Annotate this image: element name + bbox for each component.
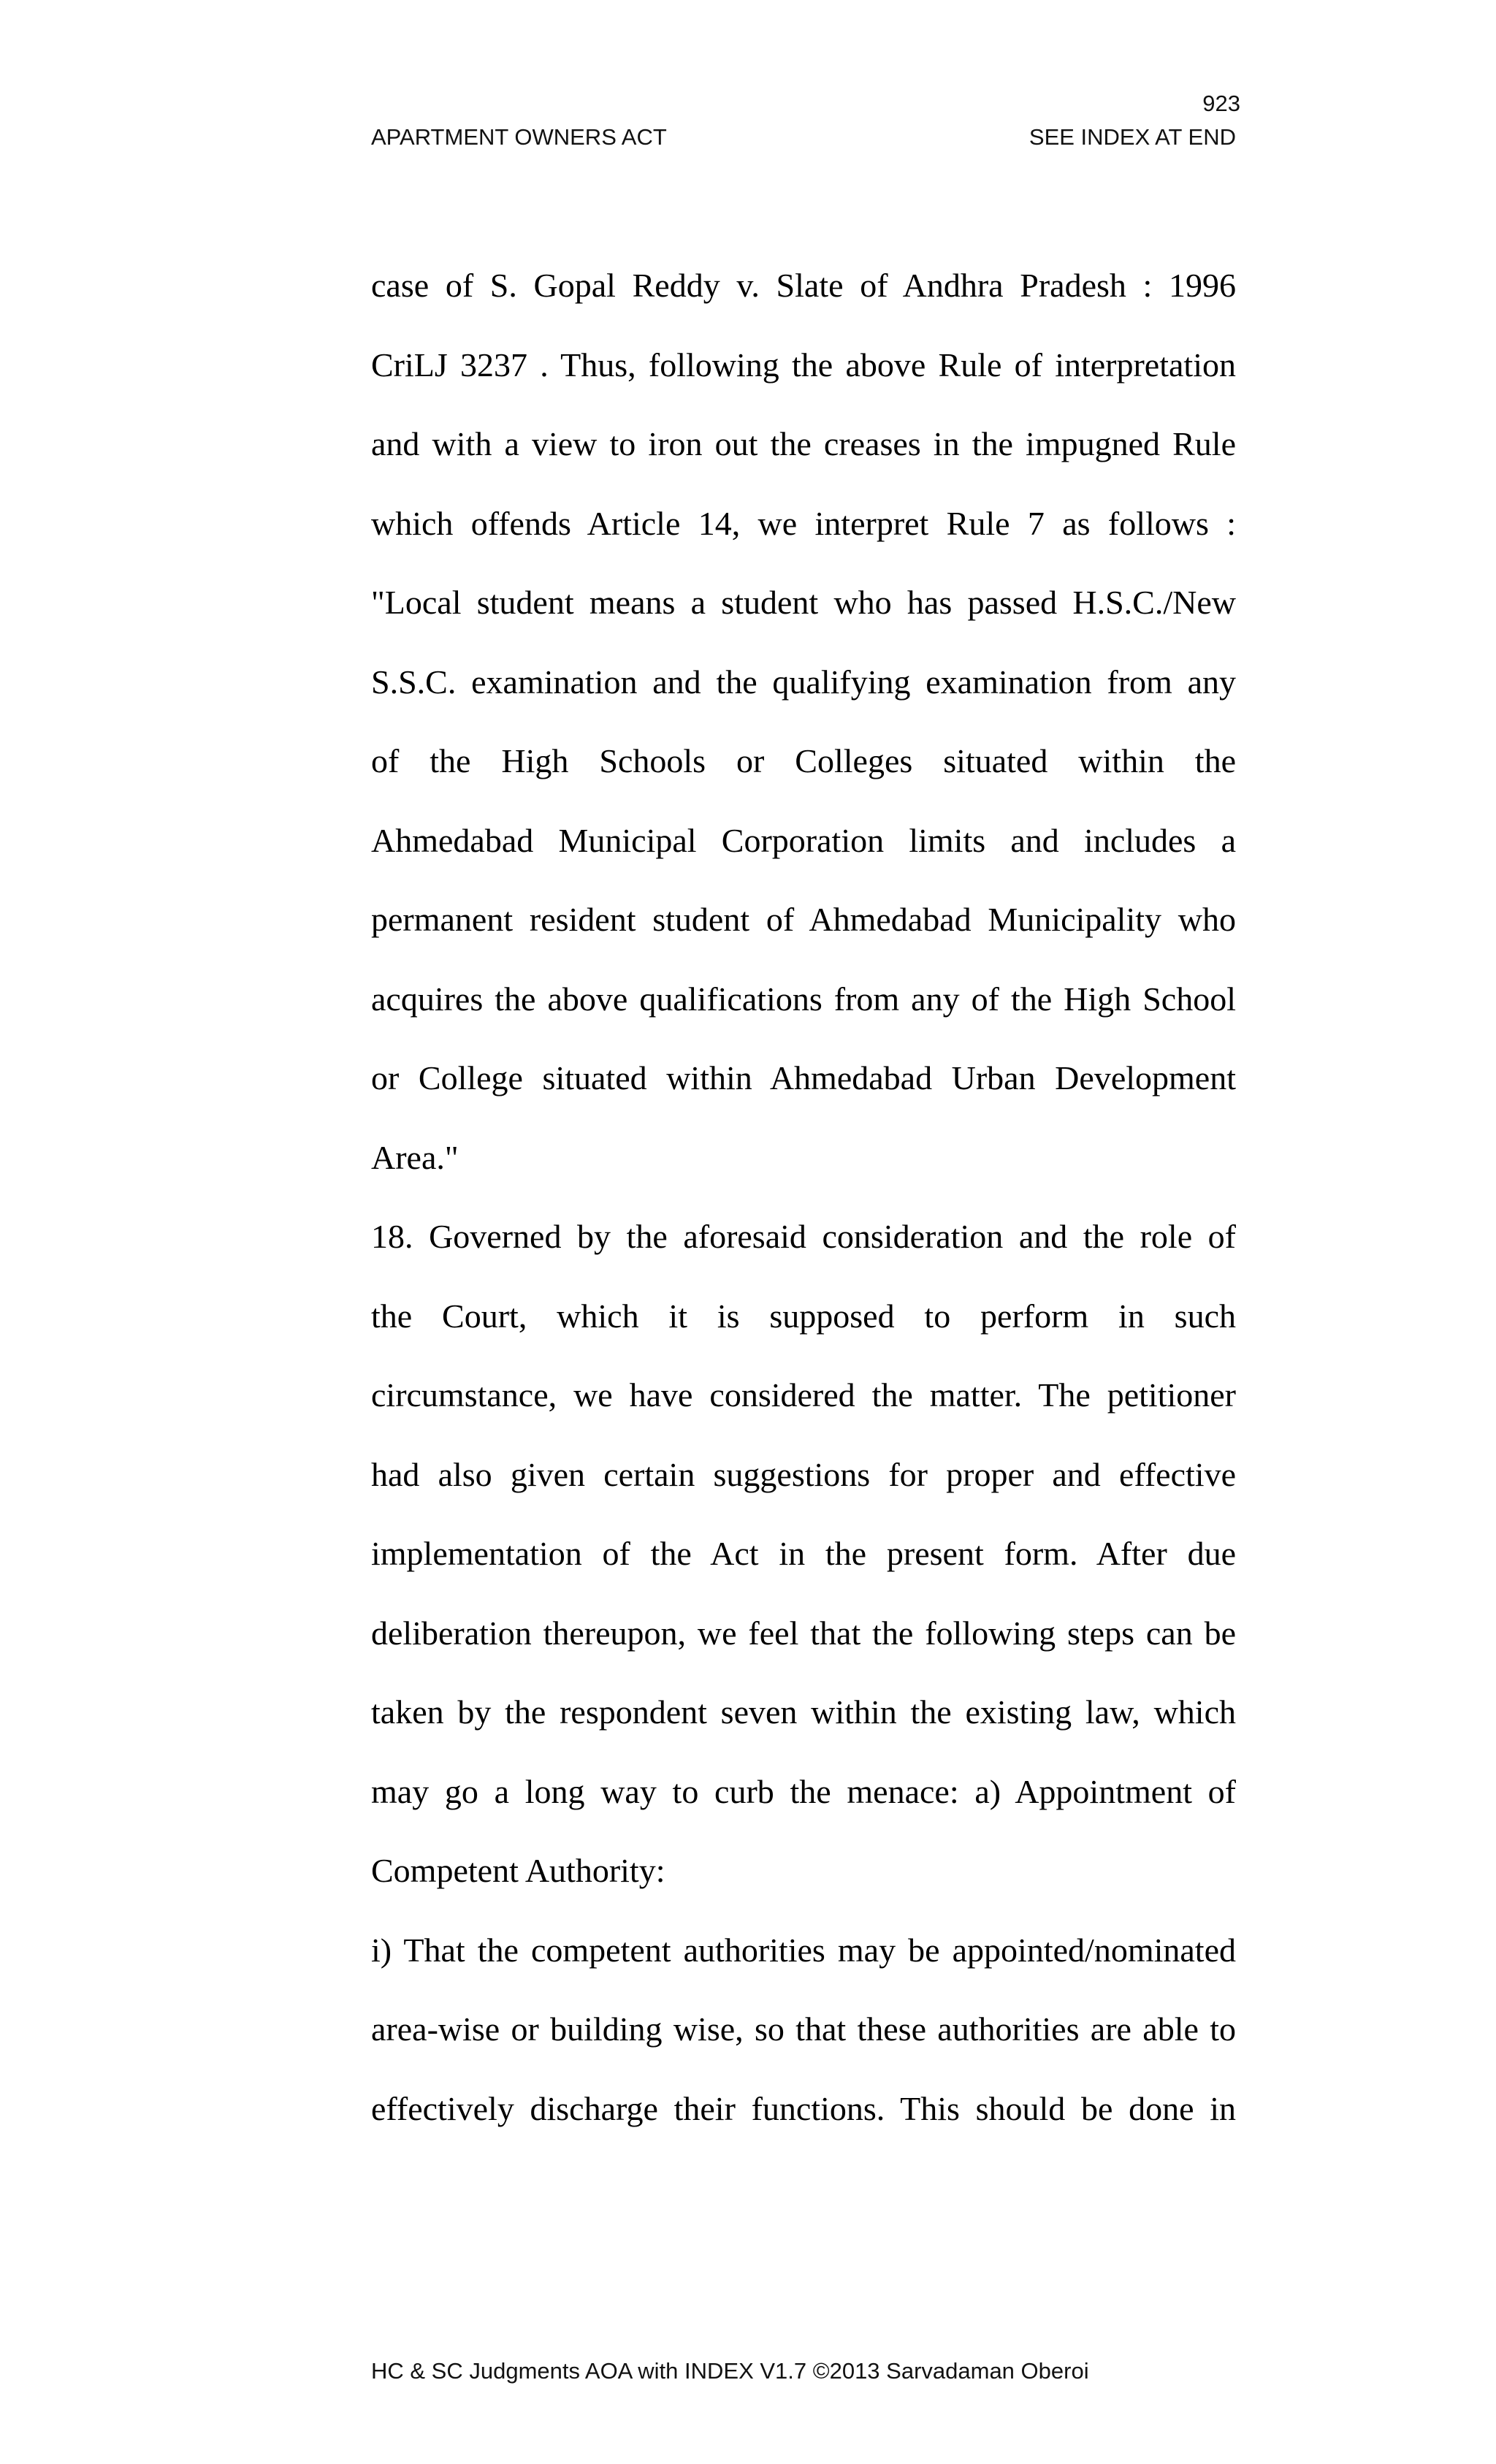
text-line: deliberation thereupon, we feel that the following steps can be	[371, 1614, 1236, 1652]
text-line: and with a view to iron out the creases in the impugned Rule	[371, 425, 1236, 462]
text-line: circumstance, we have considered the matter. The petitioner	[371, 1376, 1236, 1414]
text-line: permanent resident student of Ahmedabad Municipality who	[371, 901, 1236, 938]
header-left-title: APARTMENT OWNERS ACT	[371, 124, 667, 150]
text-line: effectively discharge their functions. This should be done in	[371, 2089, 1236, 2127]
text-line: had also given certain suggestions for proper and effective	[371, 1455, 1236, 1493]
text-line: 18. Governed by the aforesaid consideration and the role of	[371, 1218, 1236, 1255]
page-number: 923	[1202, 91, 1240, 116]
header-right-title: SEE INDEX AT END	[1028, 124, 1236, 150]
text-line: taken by the respondent seven within the existing law, which	[371, 1693, 1236, 1731]
text-line: Competent Authority:	[371, 1852, 665, 1889]
page-footer: HC & SC Judgments AOA with INDEX V1.7 ©2013 Sarvadaman Oberoi	[371, 2358, 1089, 2384]
text-line: case of S. Gopal Reddy v. Slate of Andhra Pradesh : 1996	[371, 267, 1236, 304]
running-header	[371, 124, 1236, 150]
text-line: Ahmedabad Municipal Corporation limits and includes a	[371, 821, 1236, 859]
text-line: of the High Schools or Colleges situated within the	[371, 742, 1236, 779]
text-line: i) That the competent authorities may be appointed/nominated	[371, 1931, 1236, 1969]
text-line: S.S.C. examination and the qualifying examination from any	[371, 663, 1236, 701]
text-line: the Court, which it is supposed to perform in such	[371, 1297, 1236, 1335]
text-line: "Local student means a student who has passed H.S.C./New	[371, 584, 1236, 621]
text-line: or College situated within Ahmedabad Urban Development	[371, 1059, 1236, 1096]
text-line: CriLJ 3237 . Thus, following the above Rule of interpretation	[371, 346, 1236, 384]
text-line: which offends Article 14, we interpret Rule 7 as follows :	[371, 504, 1236, 542]
text-line: area-wise or building wise, so that these authorities are able to	[371, 2010, 1236, 2048]
text-line: acquires the above qualifications from any of the High School	[371, 980, 1236, 1018]
text-line: implementation of the Act in the present form. After due	[371, 1535, 1236, 1572]
text-line: Area."	[371, 1138, 459, 1176]
text-line: may go a long way to curb the menace: a) Appointment of	[371, 1772, 1236, 1810]
body-text	[371, 259, 1236, 2162]
